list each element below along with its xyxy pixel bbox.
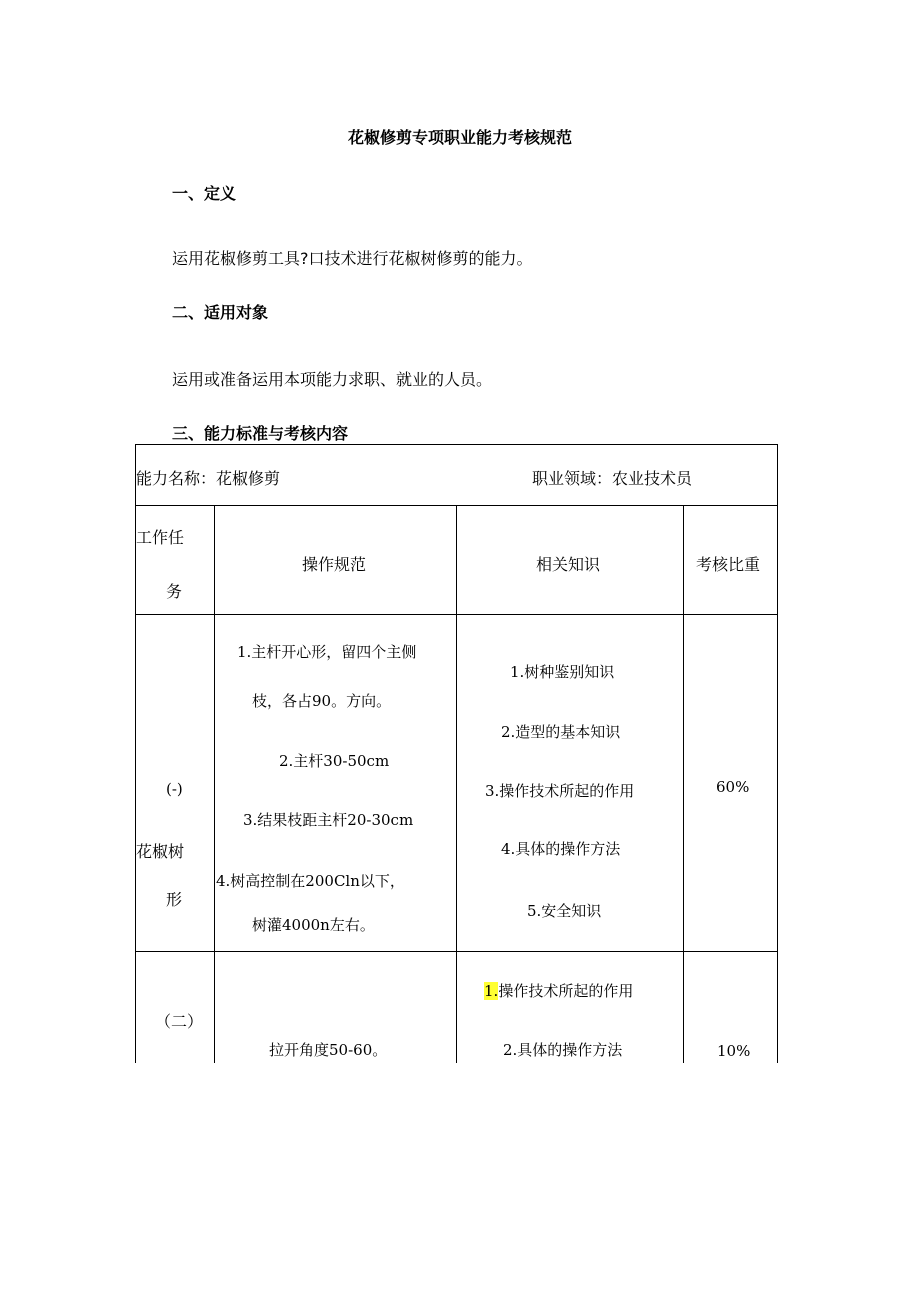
standards-table <box>135 444 778 1063</box>
section-heading-standards: 三、能力标准与考核内容 <box>172 424 349 443</box>
task-name-line2: 形 <box>166 890 183 909</box>
operation-line: 2.主杆30-50cm <box>279 752 390 770</box>
knowledge-item: 3.操作技术所起的作用 <box>485 782 635 800</box>
ability-name: 能力名称：花椒修剪 <box>136 469 281 488</box>
operation-line: 3.结果枝距主杆20-30cm <box>243 811 414 829</box>
document-title: 花椒修剪专项职业能力考核规范 <box>347 128 572 147</box>
knowledge-item: 1.树种鉴别知识 <box>510 663 615 681</box>
operation-line: 拉开角度50-60。 <box>269 1041 388 1059</box>
task-name-line1: 花椒树 <box>136 842 185 861</box>
header-weight: 考核比重 <box>696 555 761 574</box>
section-heading-target: 二、适用对象 <box>172 303 269 322</box>
operation-line: 4.树高控制在200Cln以下， <box>216 872 405 890</box>
knowledge-item: 5.安全知识 <box>527 902 602 920</box>
table-border-top <box>135 444 778 445</box>
operation-line: 枝，各占90。方向。 <box>252 692 392 710</box>
occupation-field: 职业领域：农业技术员 <box>532 469 693 488</box>
operation-line: 树灌4000n左右。 <box>252 916 375 934</box>
knowledge-item <box>484 980 633 1001</box>
header-operation: 操作规范 <box>302 555 367 574</box>
target-text: 运用或准备运用本项能力求职、就业的人员。 <box>172 370 493 389</box>
knowledge-item: 2.具体的操作方法 <box>503 1041 623 1059</box>
weight-value: 10% <box>717 1042 751 1060</box>
task-index: （二） <box>155 1012 204 1031</box>
table-column-divider <box>214 505 215 1063</box>
table-column-divider <box>683 505 684 1063</box>
header-task-line2: 务 <box>166 582 183 601</box>
knowledge-item: 4.具体的操作方法 <box>501 840 621 858</box>
operation-line: 1.主杆开心形，留四个主侧 <box>237 643 417 661</box>
knowledge-item-text: 操作技术所起的作用 <box>498 982 634 1000</box>
table-border-right <box>777 444 778 1063</box>
highlight-mark: 1. <box>484 982 499 1000</box>
weight-value: 60% <box>716 778 750 796</box>
header-knowledge: 相关知识 <box>536 555 601 574</box>
table-column-divider <box>456 505 457 1063</box>
header-task-line1: 工作任 <box>136 528 185 547</box>
knowledge-item: 2.造型的基本知识 <box>501 723 621 741</box>
task-index: (-) <box>166 780 183 798</box>
section-heading-definition: 一、定义 <box>172 184 237 203</box>
definition-text: 运用花椒修剪工具?口技术进行花椒树修剪的能力。 <box>172 249 533 268</box>
